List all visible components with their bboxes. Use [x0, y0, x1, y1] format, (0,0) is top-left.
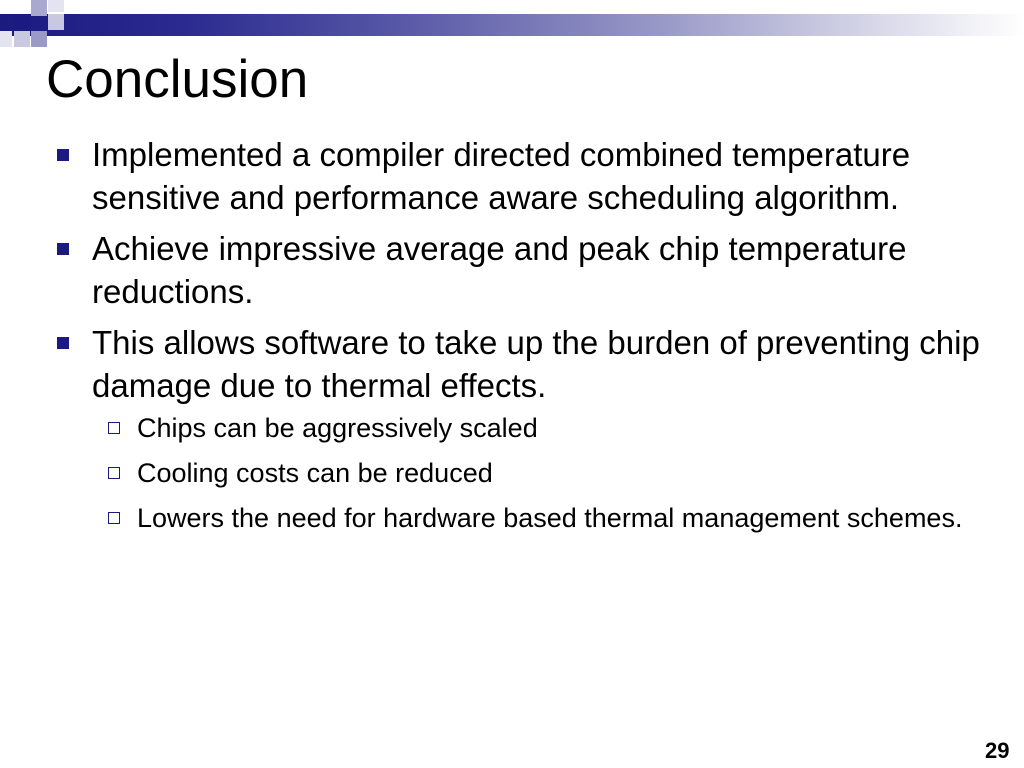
decor-square: [14, 31, 30, 47]
bullet-item: [0, 133, 1000, 219]
decor-square: [31, 0, 47, 16]
bullet-text: This allows software to take up the burden of preventing chip damage due to thermal effects.: [92, 324, 980, 404]
sub-bullet-text: Cooling costs can be reduced: [137, 458, 493, 488]
hollow-square-bullet-icon: [108, 512, 120, 524]
hollow-square-bullet-icon: [108, 467, 120, 479]
square-bullet-icon: [57, 337, 69, 349]
decor-square: [31, 31, 47, 47]
hollow-square-bullet-icon: [108, 422, 120, 434]
bullet-text: Implemented a compiler directed combined temperature sensitive and performance aware scheduling algorithm.: [92, 136, 911, 216]
decor-square: [0, 31, 12, 47]
sub-bullet-item: [92, 410, 1000, 447]
sub-bullet-text: Lowers the need for hardware based thermal management schemes.: [137, 503, 963, 533]
bullet-text: Achieve impressive average and peak chip temperature reductions.: [92, 230, 907, 310]
decor-square: [48, 14, 64, 30]
decor-square: [48, 0, 64, 12]
square-bullet-icon: [57, 149, 69, 161]
sub-bullet-list: [92, 410, 1000, 537]
square-bullet-icon: [57, 243, 69, 255]
sub-bullet-item: [92, 455, 1000, 492]
slide-title: Conclusion: [46, 50, 309, 109]
bullet-list: [0, 133, 1000, 545]
sub-bullet-text: Chips can be aggressively scaled: [137, 413, 538, 443]
bullet-item: [0, 321, 1000, 537]
decor-square: [14, 14, 30, 30]
page-number: 29: [985, 738, 1010, 763]
header-gradient-band: [0, 14, 1024, 36]
bullet-item: [0, 227, 1000, 313]
sub-bullet-item: [92, 500, 1000, 537]
